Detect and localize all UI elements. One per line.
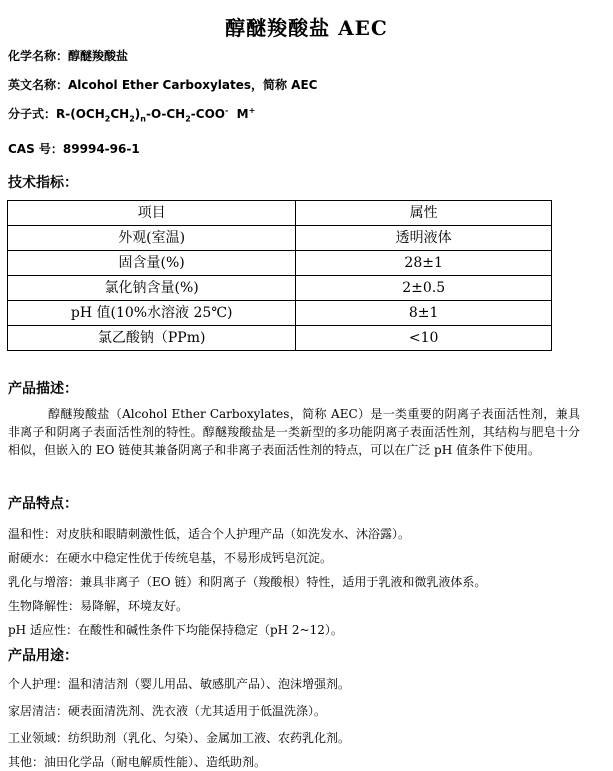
formula-sub: 2	[129, 114, 135, 124]
table-header-cell: 属性	[296, 201, 552, 226]
chemical-name: 化学名称：醇醚羧酸盐	[8, 49, 129, 63]
use-item: 工业领域：纺织助剂（乳化、匀染）、金属加工液、农药乳化剂。	[8, 731, 351, 745]
table-row	[8, 276, 552, 301]
table-row	[8, 226, 552, 251]
cas-number: CAS 号：89994-96-1	[8, 142, 140, 156]
table-header-row	[8, 201, 552, 226]
formula-part: M	[228, 107, 249, 121]
spec-table	[7, 200, 552, 351]
use-item: 其他：油田化学品（耐电解质性能）、造纸助剂。	[8, 755, 267, 769]
feature-item: 耐硬水：在硬水中稳定性优于传统皂基，不易形成钙皂沉淀。	[8, 551, 333, 565]
table-cell: pH 值(10%水溶液 25℃)	[8, 301, 296, 326]
formula-part: -COO	[190, 107, 225, 121]
formula-sub: 2	[104, 114, 111, 124]
feature-item: 乳化与增溶：兼具非离子（EO 链）和阴离子（羧酸根）特性，适用于乳液和微乳液体系。	[8, 575, 487, 589]
table-row	[8, 251, 552, 276]
formula-sup: +	[248, 106, 256, 115]
uses-heading: 产品用途：	[8, 648, 78, 664]
table-cell: 固含量(%)	[8, 251, 296, 276]
molecular-formula	[8, 105, 255, 123]
formula-label: 分子式：	[8, 107, 57, 121]
use-item: 家居清洁：硬表面清洗剂、洗衣液（尤其适用于低温洗涤）。	[8, 704, 327, 718]
description-paragraph: 醇醚羧酸盐（Alcohol Ether Carboxylates，简称 AEC）是一类重要的阴离子表面活性剂，兼具非离子和阴离子表面活性剂的特性。醇醚羧酸盐是一类新型的多功能阴离子表面活性剂，其结构与肥皂十分相似，但嵌入的 EO 链使其兼备阴离子和非离子表面活性剂的特点，可以在广泛 pH 值条件下使用。	[8, 407, 580, 457]
english-name: 英文名称：Alcohol Ether Carboxylates，简称 AEC	[8, 78, 318, 92]
formula-part: )	[134, 107, 141, 121]
table-cell: 8±1	[296, 301, 552, 326]
formula-sub: n	[140, 114, 146, 124]
table-row	[8, 326, 552, 351]
formula-sub: 2	[185, 114, 191, 124]
table-cell: 透明液体	[296, 226, 552, 251]
table-cell: 氯化钠含量(%)	[8, 276, 296, 301]
table-cell: 外观(室温)	[8, 226, 296, 251]
feature-item: 生物降解性：易降解，环境友好。	[8, 599, 189, 613]
table-header-cell: 项目	[8, 201, 296, 226]
tech-heading: 技术指标：	[8, 175, 78, 191]
table-cell: <10	[296, 326, 552, 351]
features-heading: 产品特点：	[8, 496, 78, 512]
formula-part: -O-CH	[145, 107, 186, 121]
formula-sup: -	[225, 106, 229, 115]
table-cell: 2±0.5	[296, 276, 552, 301]
page-title: 醇醚羧酸盐 AEC	[225, 16, 388, 40]
description-heading: 产品描述：	[8, 381, 78, 397]
table-cell: 氯乙酸钠（PPm)	[8, 326, 296, 351]
formula-part: R-(OCH	[56, 107, 105, 121]
table-row	[8, 301, 552, 326]
use-item: 个人护理：温和清洁剂（婴儿用品、敏感肌产品）、泡沫增强剂。	[8, 677, 351, 691]
table-cell: 28±1	[296, 251, 552, 276]
feature-item: pH 适应性：在酸性和碱性条件下均能保持稳定（pH 2~12）。	[8, 623, 343, 637]
feature-item: 温和性：对皮肤和眼睛刺激性低，适合个人护理产品（如洗发水、沐浴露）。	[8, 527, 411, 541]
formula-part: CH	[110, 107, 130, 121]
